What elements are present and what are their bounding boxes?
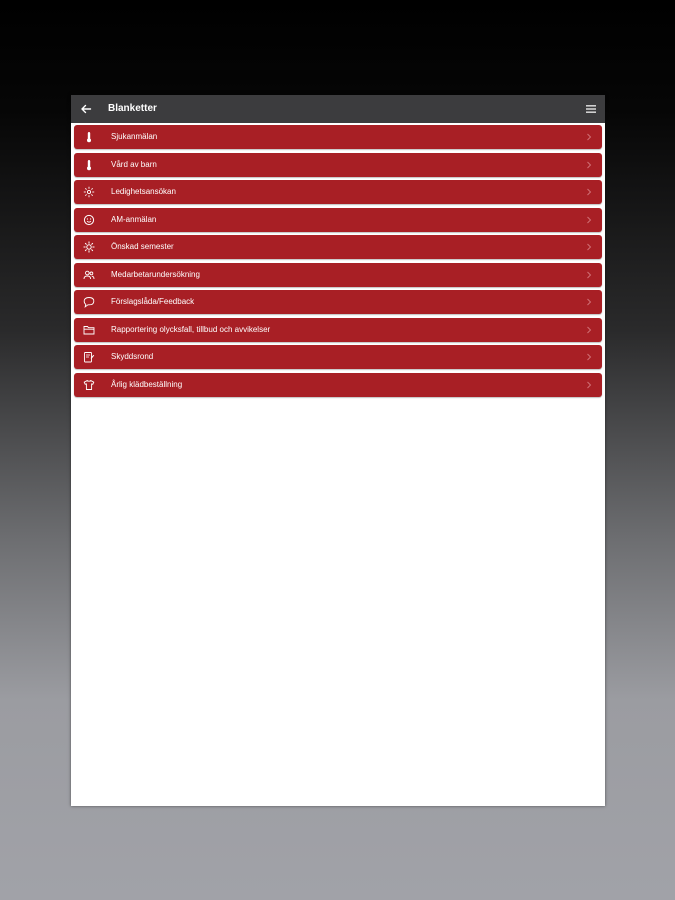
thermometer-icon: [82, 130, 96, 144]
app-screen: [71, 95, 605, 806]
chevron-right-icon: [586, 161, 592, 169]
menu-icon: [586, 105, 596, 113]
list-item-label: Önskad semester: [111, 242, 174, 251]
chevron-right-icon: [586, 298, 592, 306]
sun-rays-icon: [82, 185, 96, 199]
page-title: Blanketter: [108, 103, 157, 114]
list-item-vard-av-barn[interactable]: [74, 153, 602, 177]
list-item-label: Skyddsrond: [111, 352, 154, 361]
list-item-label: Ledighetsansökan: [111, 187, 176, 196]
arrow-left-icon: [80, 103, 92, 115]
chat-bubble-icon: [82, 295, 96, 309]
menu-button[interactable]: [585, 103, 597, 115]
list-item-sjukanmalan[interactable]: [74, 125, 602, 149]
chevron-right-icon: [586, 271, 592, 279]
folder-icon: [82, 323, 96, 337]
list-item-medarbetarundersokning[interactable]: [74, 263, 602, 287]
list-item-rapportering[interactable]: [74, 318, 602, 342]
list-item-skyddsrond[interactable]: [74, 345, 602, 369]
chevron-right-icon: [586, 243, 592, 251]
list-item-label: Medarbetarundersökning: [111, 269, 200, 279]
list-item-label: Sjukanmälan: [111, 132, 158, 141]
list-item-onskad-semester[interactable]: [74, 235, 602, 259]
form-list: [71, 123, 605, 397]
sun-icon: [82, 240, 96, 254]
chevron-right-icon: [586, 216, 592, 224]
list-item-label: Vård av barn: [111, 159, 157, 169]
list-item-ledighetsansokan[interactable]: [74, 180, 602, 204]
thermometer-icon: [82, 158, 96, 172]
list-item-label: Förslagslåda/Feedback: [111, 297, 195, 306]
chevron-right-icon: [586, 133, 592, 141]
list-item-am-anmalan[interactable]: [74, 208, 602, 232]
list-item-forslagslada-feedback[interactable]: [74, 290, 602, 314]
clipboard-icon: [82, 350, 96, 364]
people-icon: [82, 268, 96, 282]
smiley-icon: [82, 213, 96, 227]
chevron-right-icon: [586, 326, 592, 334]
app-bar: [71, 95, 605, 123]
list-item-label: Årlig klädbeställning: [111, 379, 183, 389]
chevron-right-icon: [586, 353, 592, 361]
list-item-label: AM-anmälan: [111, 214, 157, 224]
list-item-arlig-kladbestallning[interactable]: [74, 373, 602, 397]
list-item-label: Rapportering olycksfall, tillbud och avvikelser: [111, 324, 271, 334]
back-button[interactable]: [71, 95, 101, 123]
shirt-icon: [82, 378, 96, 392]
chevron-right-icon: [586, 381, 592, 389]
chevron-right-icon: [586, 188, 592, 196]
